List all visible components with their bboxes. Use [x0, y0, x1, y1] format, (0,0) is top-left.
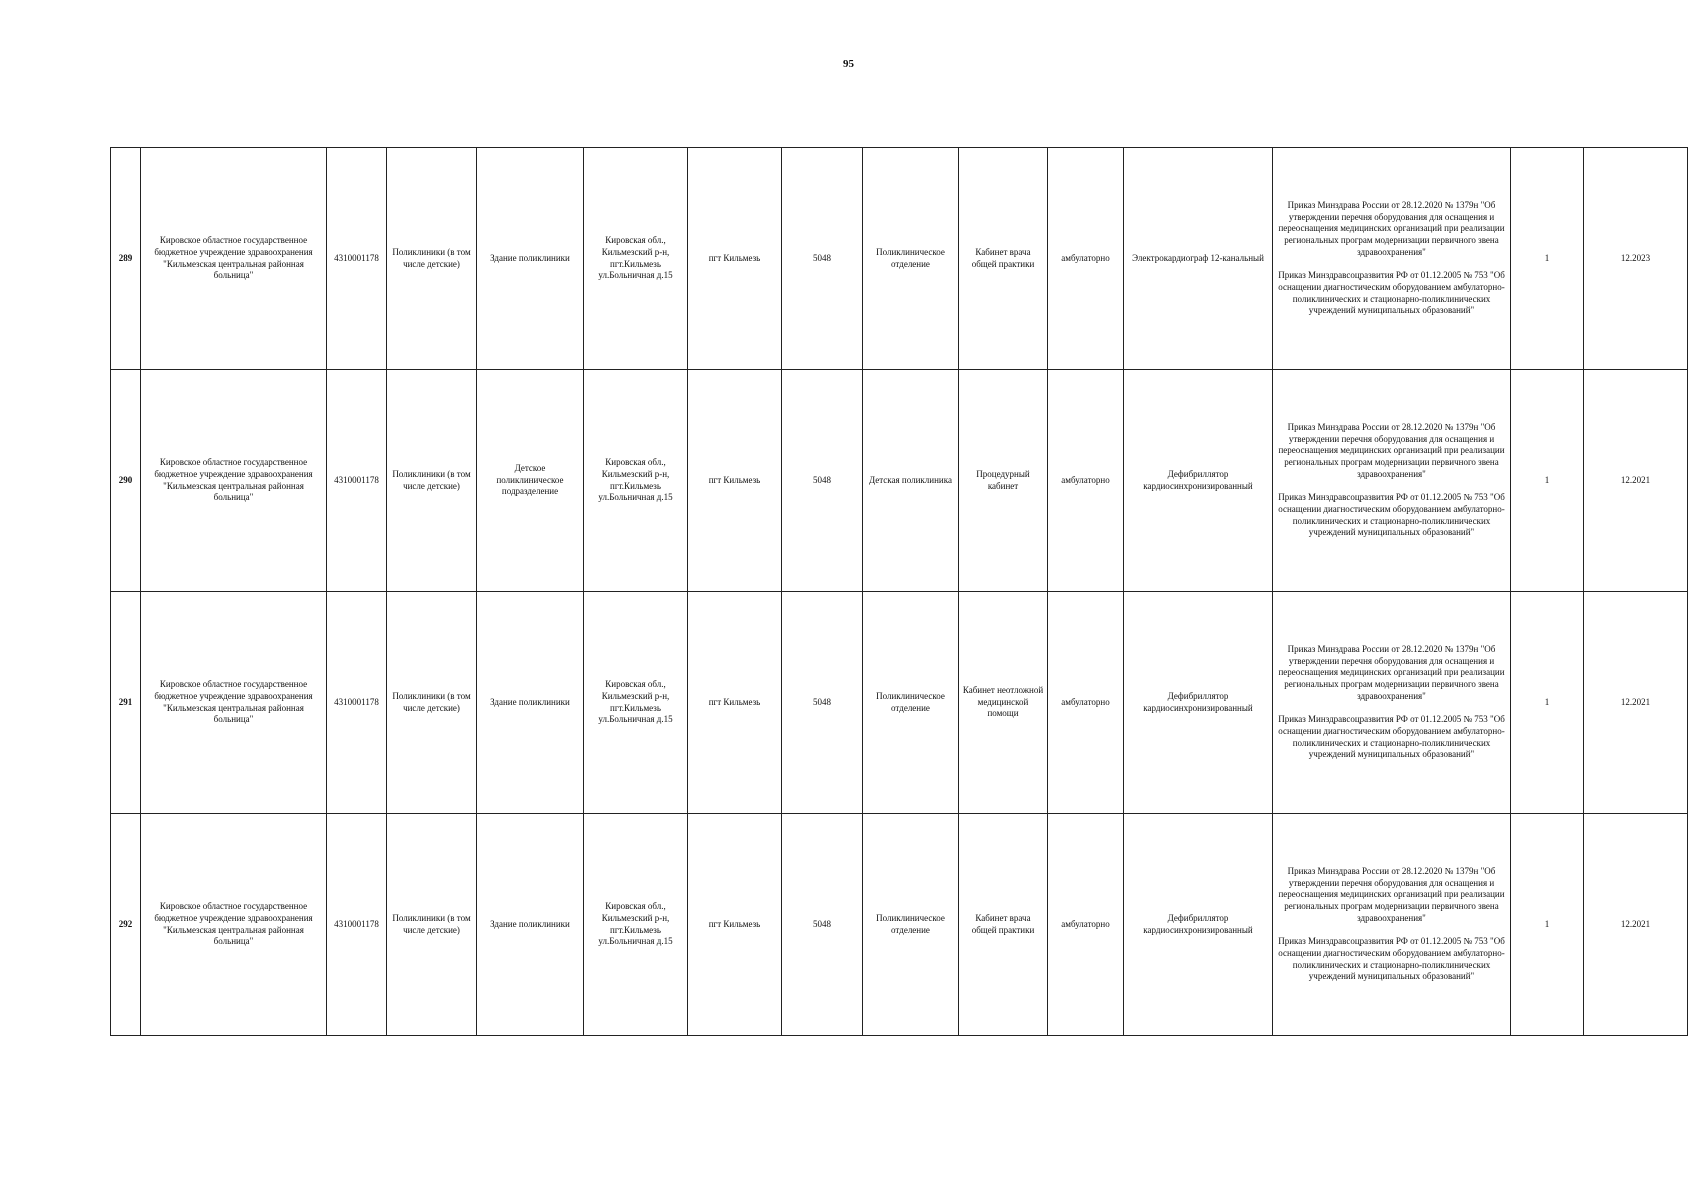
table-row	[111, 370, 1688, 592]
building-name: Здание поликлиники	[477, 148, 584, 370]
building-name: Детское поликлиническое подразделение	[477, 370, 584, 592]
equipment-name: Электрокардиограф 12-канальный	[1124, 148, 1273, 370]
organization-name: Кировское областное государственное бюджетное учреждение здравоохранения "Кильмезская центральная районная больница"	[141, 370, 327, 592]
table-row	[111, 814, 1688, 1036]
locality: пгт Кильмезь	[688, 814, 782, 1036]
row-number: 292	[111, 814, 141, 1036]
facility-type: Поликлиники (в том числе детские)	[387, 148, 477, 370]
care-form: амбулаторно	[1048, 814, 1124, 1036]
equipment-name: Дефибриллятор кардиосинхронизированный	[1124, 592, 1273, 814]
quantity: 1	[1511, 592, 1584, 814]
facility-type: Поликлиники (в том числе детские)	[387, 370, 477, 592]
row-number: 291	[111, 592, 141, 814]
equipment-name: Дефибриллятор кардиосинхронизированный	[1124, 814, 1273, 1036]
building-name: Здание поликлиники	[477, 814, 584, 1036]
quantity: 1	[1511, 148, 1584, 370]
due-date: 12.2021	[1584, 592, 1688, 814]
care-form: амбулаторно	[1048, 370, 1124, 592]
due-date: 12.2023	[1584, 148, 1688, 370]
quantity: 1	[1511, 814, 1584, 1036]
care-form: амбулаторно	[1048, 592, 1124, 814]
facility-type: Поликлиники (в том числе детские)	[387, 592, 477, 814]
row-number: 290	[111, 370, 141, 592]
locality-code: 5048	[782, 814, 863, 1036]
regulatory-orders: Приказ Минздрава России от 28.12.2020 № 1379н "Об утверждении перечня оборудования для оснащения и переоснащения медицинских организаций при реализации региональных програм модернизации первичного звена здравоохранения" Приказ Минздравсоцразвития РФ от 01.12.2005 № 753 "Об оснащении диагностическим оборудованием амбулаторно-поликлинических и стационарно-поликлинических учреждений муниципальных образований"	[1273, 592, 1511, 814]
regulatory-orders: Приказ Минздрава России от 28.12.2020 № 1379н "Об утверждении перечня оборудования для оснащения и переоснащения медицинских организаций при реализации региональных програм модернизации первичного звена здравоохранения" Приказ Минздравсоцразвития РФ от 01.12.2005 № 753 "Об оснащении диагностическим оборудованием амбулаторно-поликлинических и стационарно-поликлинических учреждений муниципальных образований"	[1273, 148, 1511, 370]
locality: пгт Кильмезь	[688, 370, 782, 592]
building-name: Здание поликлиники	[477, 592, 584, 814]
address: Кировская обл., Кильмезский р-н, пгт.Кильмезь ул.Больничная д.15	[584, 370, 688, 592]
organization-name: Кировское областное государственное бюджетное учреждение здравоохранения "Кильмезская центральная районная больница"	[141, 814, 327, 1036]
equipment-name: Дефибриллятор кардиосинхронизированный	[1124, 370, 1273, 592]
address: Кировская обл., Кильмезский р-н, пгт.Кильмезь ул.Больничная д.15	[584, 148, 688, 370]
room: Кабинет неотложной медицинской помощи	[959, 592, 1048, 814]
organization-name: Кировское областное государственное бюджетное учреждение здравоохранения "Кильмезская центральная районная больница"	[141, 592, 327, 814]
care-form: амбулаторно	[1048, 148, 1124, 370]
table-row	[111, 148, 1688, 370]
regulatory-orders: Приказ Минздрава России от 28.12.2020 № 1379н "Об утверждении перечня оборудования для оснащения и переоснащения медицинских организаций при реализации региональных програм модернизации первичного звена здравоохранения" Приказ Минздравсоцразвития РФ от 01.12.2005 № 753 "Об оснащении диагностическим оборудованием амбулаторно-поликлинических и стационарно-поликлинических учреждений муниципальных образований"	[1273, 814, 1511, 1036]
locality-code: 5048	[782, 370, 863, 592]
department: Поликлиническое отделение	[863, 592, 959, 814]
locality: пгт Кильмезь	[688, 592, 782, 814]
inn-code: 4310001178	[327, 370, 387, 592]
address: Кировская обл., Кильмезский р-н, пгт.Кильмезь ул.Больничная д.15	[584, 592, 688, 814]
room: Кабинет врача общей практики	[959, 814, 1048, 1036]
facility-type: Поликлиники (в том числе детские)	[387, 814, 477, 1036]
regulatory-orders: Приказ Минздрава России от 28.12.2020 № 1379н "Об утверждении перечня оборудования для оснащения и переоснащения медицинских организаций при реализации региональных програм модернизации первичного звена здравоохранения" Приказ Минздравсоцразвития РФ от 01.12.2005 № 753 "Об оснащении диагностическим оборудованием амбулаторно-поликлинических и стационарно-поликлинических учреждений муниципальных образований"	[1273, 370, 1511, 592]
locality-code: 5048	[782, 148, 863, 370]
page-number: 95	[843, 58, 854, 70]
organization-name: Кировское областное государственное бюджетное учреждение здравоохранения "Кильмезская центральная районная больница"	[141, 148, 327, 370]
inn-code: 4310001178	[327, 814, 387, 1036]
address: Кировская обл., Кильмезский р-н, пгт.Кильмезь ул.Больничная д.15	[584, 814, 688, 1036]
equipment-registry-table	[110, 147, 1688, 1036]
department: Детская поликлиника	[863, 370, 959, 592]
department: Поликлиническое отделение	[863, 148, 959, 370]
room: Процедурный кабинет	[959, 370, 1048, 592]
inn-code: 4310001178	[327, 592, 387, 814]
due-date: 12.2021	[1584, 814, 1688, 1036]
inn-code: 4310001178	[327, 148, 387, 370]
quantity: 1	[1511, 370, 1584, 592]
table-row	[111, 592, 1688, 814]
locality: пгт Кильмезь	[688, 148, 782, 370]
department: Поликлиническое отделение	[863, 814, 959, 1036]
room: Кабинет врача общей практики	[959, 148, 1048, 370]
due-date: 12.2021	[1584, 370, 1688, 592]
locality-code: 5048	[782, 592, 863, 814]
row-number: 289	[111, 148, 141, 370]
